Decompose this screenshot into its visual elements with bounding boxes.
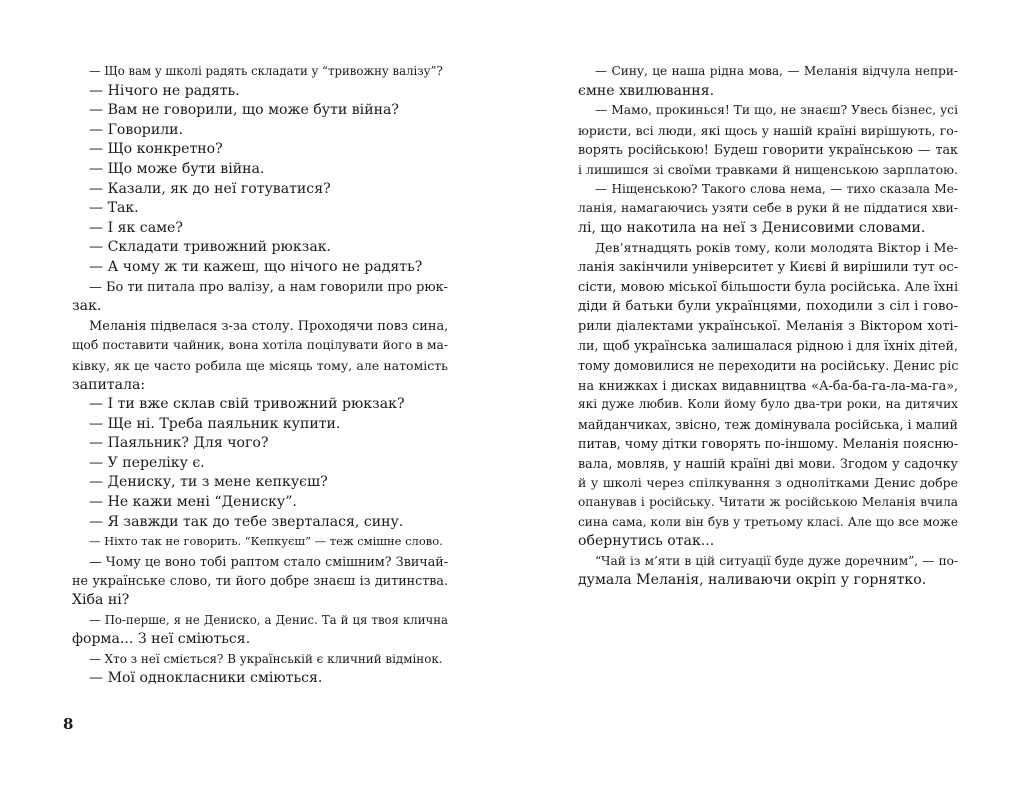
text-line: ли, щоб українська залишалася рідною і для їхніх дітей, — [578, 338, 958, 354]
left-page-text — [72, 62, 448, 689]
text-line: обернутись отак... — [578, 533, 715, 550]
text-line: — Мої однокласники сміються. — [89, 670, 323, 687]
text-line: — Паяльник? Для чого? — [89, 435, 269, 452]
text-line: — Що вам у школі радять складати у “тривожну валізу”? — [89, 64, 443, 78]
text-line: Меланія підвелася з-за столу. Проходячи повз сина, — [89, 318, 448, 334]
text-line: запитала: — [72, 376, 146, 393]
text-line: — Дениску, ти з мене кепкуєш? — [89, 474, 328, 491]
page-number: 8 — [63, 715, 74, 733]
text-line: юристи, всі люди, які щось у нашій країні вирішують, го- — [578, 122, 958, 138]
text-line: ківку, як це часто робила ще місяць тому, але натомість — [72, 357, 448, 373]
text-line: рили діалектами української. Меланія з Віктором хоті- — [578, 318, 958, 334]
text-line: — Мамо, прокинься! Ти що, не знаєш? Увесь бізнес, усі — [595, 103, 958, 118]
text-line: — Казали, як до неї готуватися? — [89, 180, 331, 197]
text-line: “Чай із м’яти в цій ситуації буде дуже доречним”, — по- — [595, 553, 958, 568]
text-line: опанував і російську. Читати ж російською Меланія вчила — [578, 495, 958, 510]
text-line: — Вам не говорили, що може бути війна? — [89, 102, 399, 119]
text-line: тому домовилися не переходити на російську. Денис ріс — [578, 357, 958, 373]
text-line: — І ти вже склав свій тривожний рюкзак? — [89, 396, 405, 413]
text-line: діди й батьки були українцями, походили з сіл і гово- — [578, 299, 958, 315]
text-line: — Що конкретно? — [89, 141, 223, 158]
text-line: Хіба ні? — [72, 592, 130, 609]
text-line: ланія, намагаючись узяти себе в руки й не піддатися хви- — [578, 201, 958, 216]
text-line: — Що може бути війна. — [89, 160, 265, 177]
right-page — [512, 0, 1024, 788]
text-line: форма... З неї сміються. — [72, 631, 251, 648]
text-line: ворять російською! Будеш говорити українською — так — [578, 142, 958, 158]
text-line: — Ніщенською? Такого слова нема, — тихо сказала Ме- — [595, 181, 958, 196]
text-line: майданчиках, звісно, теж домінувала російська, і малий — [578, 416, 958, 432]
text-line: — По-перше, я не Дениско, а Денис. Та й ця твоя клична — [89, 612, 448, 627]
text-line: — Не кажи мені “Дениску”. — [89, 494, 297, 511]
text-line: і лишишся зі своїми травками й нищенською зарплатою. — [578, 161, 958, 177]
text-line: зак. — [72, 298, 102, 315]
text-line: — Говорили. — [89, 121, 184, 138]
text-line: — Бо ти питала про валізу, а нам говорили про рюк- — [89, 279, 448, 295]
text-line: — Складати тривожний рюкзак. — [89, 239, 332, 256]
text-line: — А чому ж ти кажеш, що нічого не радять? — [89, 258, 423, 275]
text-line: не українське слово, ти його добре знаєш із дитинства. — [72, 573, 448, 589]
text-line: сина сама, коли він був у третьому класі. Але що все може — [578, 514, 958, 529]
text-line: Дев’ятнадцять років тому, коли молодята Віктор і Ме- — [595, 240, 958, 256]
text-line: — Хто з неї сміється? В українській є кличний відмінок. — [89, 651, 443, 666]
text-line: лі, що накотила на неї з Денисовими словами. — [578, 219, 926, 236]
text-line: ланія закінчили університет у Києві й вирішили тут ос- — [578, 259, 958, 275]
text-line: питав, чому дітки говорять по-іншому. Меланія поясню- — [578, 436, 958, 452]
text-line: сісти, мовою міської більшости була російська. Але їхні — [578, 279, 958, 295]
text-line: — Ніхто так не говорить. “Кепкуєш” — теж смішне слово. — [89, 534, 443, 549]
text-line: й у школі через спілкування з однолітками Денис добре — [578, 475, 958, 491]
text-line: — Я завжди так до тебе зверталася, сину. — [89, 513, 404, 530]
text-line: на книжках і дисках видавництва «А-ба-ба-га-ла-ма-га», — [578, 377, 958, 393]
text-line: — І як саме? — [89, 219, 183, 236]
text-line: які дуже любив. Коли йому було два-три роки, на дитячих — [578, 397, 958, 412]
text-line: — Чому це воно тобі раптом стало смішним? Звичай- — [89, 553, 448, 569]
text-line: — Сину, це наша рідна мова, — Меланія відчула непри- — [595, 64, 958, 78]
text-line: — У переліку є. — [89, 454, 205, 471]
text-line: — Ще ні. Треба паяльник купити. — [89, 415, 341, 432]
text-line: — Так. — [89, 200, 139, 217]
text-line: щоб поставити чайник, вона хотіла поцілувати його в ма- — [72, 338, 448, 353]
text-line: — Нічого не радять. — [89, 82, 240, 99]
text-line: вала, мовляв, у нашій країні дві мови. Згодом у садочку — [578, 455, 958, 471]
text-line: думала Меланія, наливаючи окріп у горнятко. — [578, 572, 927, 589]
right-page-text — [578, 62, 958, 591]
text-line: ємне хвилювання. — [578, 82, 715, 99]
